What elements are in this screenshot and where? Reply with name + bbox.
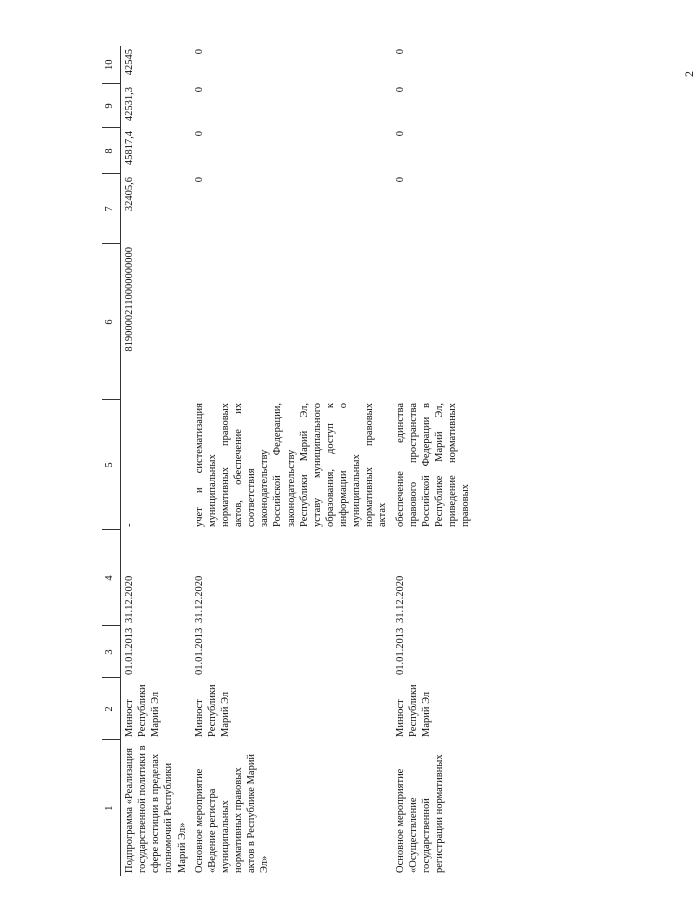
- row-code-cell: 81900002110000000000: [124, 247, 135, 352]
- row-value-9-cell: 42531,3: [124, 87, 135, 122]
- header-cell-10: 10: [102, 46, 121, 84]
- header-cell-8: 8: [102, 128, 121, 174]
- page-number: 2: [682, 71, 696, 77]
- row-executor-cell: Минюст Республики Марий Эл: [394, 684, 432, 737]
- row-value-10-cell: 42545: [124, 49, 135, 76]
- row-value-7-cell: 32405,6: [124, 177, 135, 212]
- header-cell-4: 4: [102, 530, 121, 626]
- row-start-date-cell: 01.01.2013: [124, 627, 135, 675]
- row-value-8-cell: 0: [193, 131, 205, 137]
- row-code-cell: [191, 244, 392, 400]
- row-name-cell: Основное мероприятие «Ведение регистра муниципальных нормативных правовых актов в Республике Марий Эл»: [193, 753, 271, 873]
- table-row: [392, 46, 548, 876]
- table-row: [121, 46, 191, 876]
- header-cell-7: 7: [102, 174, 121, 244]
- rotated-table-sheet: [102, 46, 534, 876]
- row-value-10-cell: 0: [193, 49, 205, 55]
- row-description-cell: -: [124, 523, 135, 527]
- table-row: [191, 46, 392, 876]
- row-value-10-cell: 0: [394, 49, 406, 55]
- row-description-cell: учет и систематизация муниципальных нормативных правовых актов, обеспечение их соответствия законодательству Российской Федерации, законодательству Республики Марий Эл, уставу муниципального образования, доступ к информации о муниципальных нормативных правовых актах: [193, 403, 389, 527]
- header-cell-5: 5: [102, 400, 121, 530]
- header-cell-6: 6: [102, 244, 121, 400]
- row-executor-cell: Минюст Республики Марий Эл: [193, 684, 231, 737]
- row-start-date-cell: 01.01.2013: [394, 627, 406, 675]
- row-end-date-cell: 31.12.2020: [394, 575, 406, 623]
- header-cell-9: 9: [102, 84, 121, 128]
- row-value-9-cell: 0: [193, 87, 205, 93]
- row-description-cell: обеспечение единства правового пространства Российской Федерации в Республике Марий Эл, приведение нормативных правовых: [394, 403, 472, 527]
- header-cell-2: 2: [102, 678, 121, 740]
- row-end-date-cell: 31.12.2020: [193, 575, 205, 623]
- row-end-date-cell: 31.12.2020: [124, 575, 135, 623]
- program-table: [102, 46, 548, 876]
- row-name-cell: Основное мероприятие «Осуществление государственной регистрации нормативных: [394, 754, 445, 873]
- table-header-row: [102, 46, 121, 876]
- row-value-7-cell: 0: [193, 177, 205, 183]
- row-name-cell: Подпрограмма «Реализация государственной политики в сфере юстиции в пределах полномочий Республики Марий Эл»: [124, 745, 188, 873]
- row-value-8-cell: 45817,4: [124, 131, 135, 166]
- header-cell-3: 3: [102, 626, 121, 678]
- row-value-9-cell: 0: [394, 87, 406, 93]
- row-value-7-cell: 0: [394, 177, 406, 183]
- header-cell-1: 1: [102, 740, 121, 876]
- row-executor-cell: Минюст Республики Марий Эл: [124, 684, 162, 737]
- row-code-cell: [392, 244, 548, 400]
- row-value-8-cell: 0: [394, 131, 406, 137]
- row-start-date-cell: 01.01.2013: [193, 627, 205, 675]
